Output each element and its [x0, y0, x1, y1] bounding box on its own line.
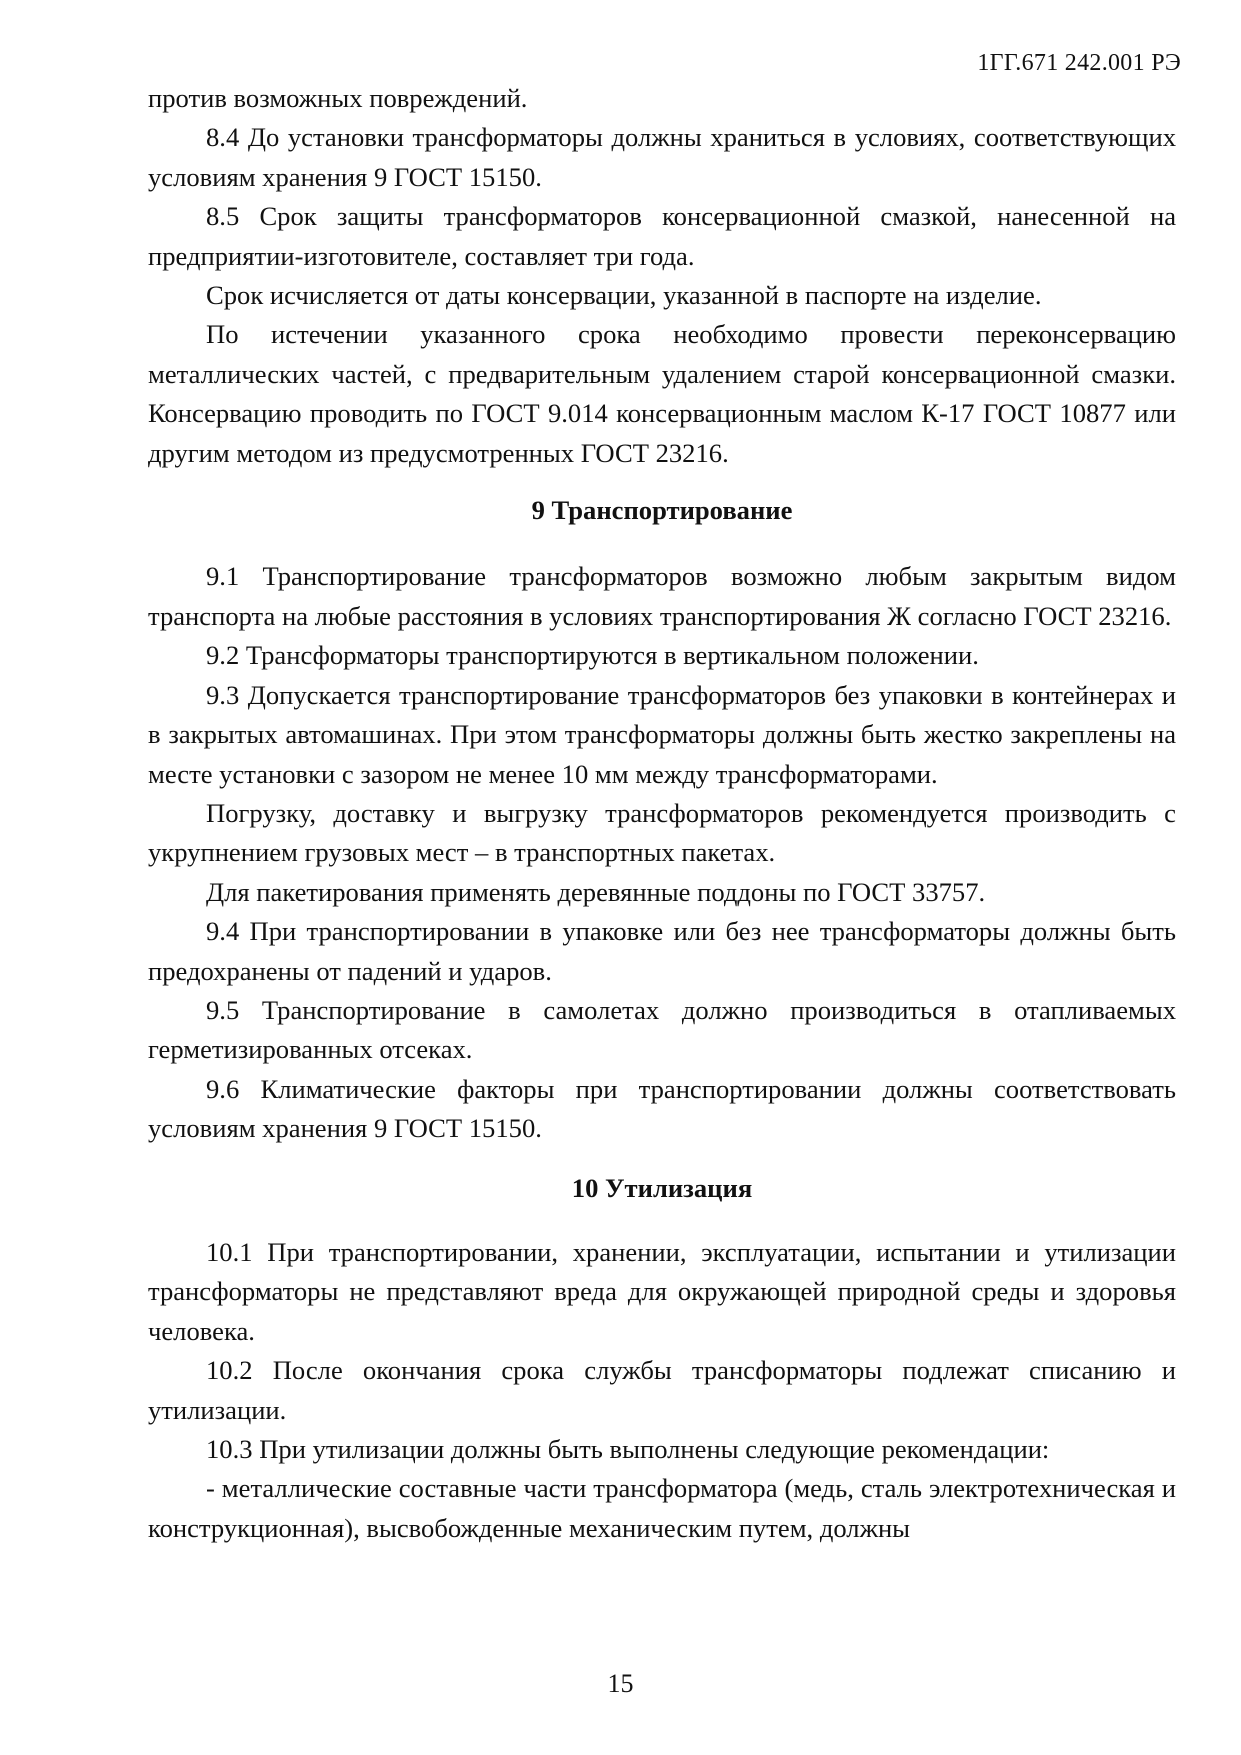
paragraph-9-4: 9.4 При транспортировании в упаковке или без нее трансформаторы должны быть предохранены от падений и ударов.: [148, 916, 1176, 986]
paragraph-9-5: 9.5 Транспортирование в самолетах должно производиться в отапливаемых герметизированных отсеках.: [148, 994, 1176, 1065]
paragraph-9-3: 9.3 Допускается транспортирование трансформаторов без упаковки в контейнерах и в закрытых автомашинах. При этом трансформаторы должны быть жестко закреплены на месте установки с зазором не менее 10 мм между трансформаторами.: [148, 679, 1176, 789]
paragraph-8-4: 8.4 До установки трансформаторы должны храниться в условиях, соответствующих условиям хранения 9 ГОСТ 15150.: [148, 122, 1176, 192]
document-body: [148, 79, 1176, 1548]
paragraph: Погрузку, доставку и выгрузку трансформаторов рекомендуется производить с укрупнением грузовых мест – в транспортных пакетах.: [148, 797, 1176, 868]
paragraph-10-1: 10.1 При транспортировании, хранении, эксплуатации, испытании и утилизации трансформаторы не представляют вреда для окружающей природной среды и здоровья человека.: [148, 1236, 1176, 1346]
paragraph-8-5: 8.5 Срок защиты трансформаторов консервационной смазкой, нанесенной на предприятии-изготовителе, составляет три года.: [148, 201, 1176, 271]
section-heading-9: 9 Транспортирование: [531, 495, 793, 526]
paragraph: По истечении указанного срока необходимо провести переконсервацию металлических частей, с предварительным удалением старой консервационной смазки. Консервацию проводить по ГОСТ 9.014 консервационным маслом К-17 ГОСТ 10877 или другим методом из предусмотренных ГОСТ 23216.: [148, 319, 1176, 468]
list-item: - металлические составные части трансформатора (медь, сталь электротехническая и конструкционная), высвобожденные механическим путем, должны: [148, 1473, 1176, 1543]
page-number: 15: [607, 1669, 634, 1698]
paragraph-9-6: 9.6 Климатические факторы при транспортировании должны соответствовать условиям хранения 9 ГОСТ 15150.: [148, 1073, 1176, 1144]
paragraph: против возможных повреждений.: [148, 83, 528, 113]
paragraph-10-2: 10.2 После окончания срока службы трансформаторы подлежат списанию и утилизации.: [148, 1355, 1176, 1425]
paragraph: Для пакетирования применять деревянные поддоны по ГОСТ 33757.: [206, 876, 986, 907]
paragraph-10-3: 10.3 При утилизации должны быть выполнены следующие рекомендации:: [206, 1434, 1050, 1464]
document-code: 1ГГ.671 242.001 РЭ: [977, 50, 1181, 76]
paragraph-9-2: 9.2 Трансформаторы транспортируются в вертикальном положении.: [206, 640, 979, 671]
section-heading-10: 10 Утилизация: [571, 1172, 753, 1203]
paragraph-9-1: 9.1 Транспортирование трансформаторов возможно любым закрытым видом транспорта на любые расстояния в условиях транспортирования Ж согласно ГОСТ 23216.: [148, 561, 1176, 631]
paragraph: Срок исчисляется от даты консервации, указанной в паспорте на изделие.: [206, 280, 1042, 311]
